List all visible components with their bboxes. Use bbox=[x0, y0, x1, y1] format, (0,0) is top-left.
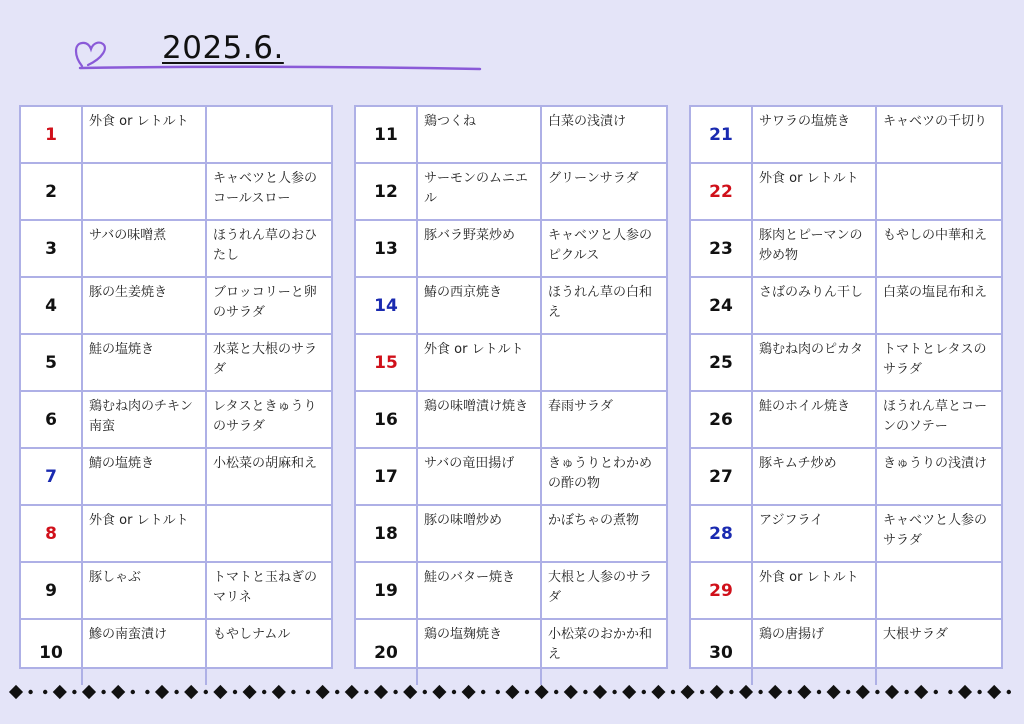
main-dish: サバの竜田揚げ bbox=[418, 449, 542, 504]
diamond-ornament bbox=[432, 685, 446, 699]
day-number: 21 bbox=[691, 107, 753, 162]
diamond-ornament bbox=[739, 685, 753, 699]
side-dish: 小松菜の胡麻和え bbox=[213, 456, 318, 471]
side-dish: きゅうりとわかめの酢の物 bbox=[548, 456, 653, 491]
diamond-ornament bbox=[651, 685, 665, 699]
side-dish bbox=[877, 164, 1001, 219]
calendar-row bbox=[691, 506, 1001, 563]
diamond-ornament bbox=[885, 685, 899, 699]
day-number: 16 bbox=[356, 392, 418, 447]
dot-ornament bbox=[948, 690, 952, 694]
diamond-ornament bbox=[82, 685, 96, 699]
main-dish: 鰺の南蛮漬け bbox=[83, 620, 207, 685]
main-dish: 豚の生姜焼き bbox=[83, 278, 207, 333]
calendar-row bbox=[356, 278, 666, 335]
dot-ornament bbox=[612, 690, 616, 694]
side-dish bbox=[207, 107, 331, 162]
main-dish: 鶏つくね bbox=[418, 107, 542, 162]
main-dish: 外食 or レトルト bbox=[753, 563, 877, 618]
dot-ornament bbox=[306, 690, 310, 694]
day-number: 18 bbox=[356, 506, 418, 561]
dot-ornament bbox=[452, 690, 456, 694]
calendar-row bbox=[21, 335, 331, 392]
side-dish bbox=[877, 563, 1001, 618]
dot-ornament bbox=[583, 690, 587, 694]
day-number: 22 bbox=[691, 164, 753, 219]
day-number: 10 bbox=[21, 620, 83, 685]
side-dish: グリーンサラダ bbox=[548, 171, 639, 186]
calendar-column-2 bbox=[354, 105, 668, 669]
page-title: 2025.6. bbox=[162, 30, 284, 66]
side-dish: 春雨サラダ bbox=[548, 399, 613, 414]
diamond-ornament bbox=[827, 685, 841, 699]
dot-ornament bbox=[131, 690, 135, 694]
main-dish: 外食 or レトルト bbox=[418, 335, 542, 390]
side-dish: キャベツの千切り bbox=[883, 114, 988, 129]
calendar-row bbox=[356, 506, 666, 563]
calendar-row bbox=[21, 164, 331, 221]
diamond-ornament bbox=[53, 685, 67, 699]
calendar-column-1 bbox=[19, 105, 333, 669]
main-dish: 鰆の西京焼き bbox=[418, 278, 542, 333]
main-dish: 豚の味噌炒め bbox=[418, 506, 542, 561]
dot-ornament bbox=[1007, 690, 1011, 694]
diamond-ornament bbox=[403, 685, 417, 699]
main-dish: 鶏の塩麹焼き bbox=[418, 620, 542, 685]
day-number: 15 bbox=[356, 335, 418, 390]
dot-ornament bbox=[496, 690, 500, 694]
diamond-ornament bbox=[111, 685, 125, 699]
diamond-ornament bbox=[184, 685, 198, 699]
side-dish: キャベツと人参のコールスロー bbox=[213, 171, 318, 206]
side-dish: 小松菜のおかか和え bbox=[548, 627, 653, 662]
dot-ornament bbox=[101, 690, 105, 694]
side-dish: 白菜の塩昆布和え bbox=[883, 285, 988, 300]
dot-ornament bbox=[481, 690, 485, 694]
diamond-ornament bbox=[345, 685, 359, 699]
main-dish: サバの味噌煮 bbox=[83, 221, 207, 276]
day-number: 9 bbox=[21, 563, 83, 618]
diamond-ornament bbox=[505, 685, 519, 699]
dot-ornament bbox=[700, 690, 704, 694]
calendar-row bbox=[356, 392, 666, 449]
dot-ornament bbox=[846, 690, 850, 694]
day-number: 27 bbox=[691, 449, 753, 504]
diamond-ornament bbox=[213, 685, 227, 699]
main-dish: 鯖の塩焼き bbox=[83, 449, 207, 504]
calendar-row bbox=[691, 335, 1001, 392]
day-number: 2 bbox=[21, 164, 83, 219]
calendar-row bbox=[21, 620, 331, 685]
main-dish: 外食 or レトルト bbox=[83, 107, 207, 162]
day-number: 24 bbox=[691, 278, 753, 333]
day-number: 1 bbox=[21, 107, 83, 162]
calendar-row bbox=[691, 392, 1001, 449]
dot-ornament bbox=[28, 690, 32, 694]
diamond-ornament bbox=[797, 685, 811, 699]
dot-ornament bbox=[671, 690, 675, 694]
day-number: 5 bbox=[21, 335, 83, 390]
main-dish: 豚キムチ炒め bbox=[753, 449, 877, 504]
calendar-row bbox=[691, 107, 1001, 164]
dot-ornament bbox=[977, 690, 981, 694]
side-dish: かぼちゃの煮物 bbox=[548, 513, 640, 528]
calendar-row bbox=[21, 278, 331, 335]
day-number: 4 bbox=[21, 278, 83, 333]
diamond-ornament bbox=[316, 685, 330, 699]
main-dish: 鶏の唐揚げ bbox=[753, 620, 877, 685]
calendar-row bbox=[356, 449, 666, 506]
calendar-row bbox=[21, 392, 331, 449]
diamond-ornament bbox=[535, 685, 549, 699]
calendar-row bbox=[21, 449, 331, 506]
main-dish: 鮭のホイル焼き bbox=[753, 392, 877, 447]
main-dish: 鮭のバター焼き bbox=[418, 563, 542, 618]
dot-ornament bbox=[145, 690, 149, 694]
main-dish: 鶏むね肉のチキン南蛮 bbox=[83, 392, 207, 447]
diamond-ornament bbox=[593, 685, 607, 699]
diamond-ornament bbox=[914, 685, 928, 699]
main-dish: 外食 or レトルト bbox=[83, 506, 207, 561]
dot-ornament bbox=[729, 690, 733, 694]
dot-ornament bbox=[393, 690, 397, 694]
day-number: 20 bbox=[356, 620, 418, 685]
main-dish: 豚しゃぶ bbox=[83, 563, 207, 618]
dot-ornament bbox=[875, 690, 879, 694]
calendar-column-3 bbox=[689, 105, 1003, 669]
side-dish: ほうれん草とコーンのソテー bbox=[883, 399, 988, 434]
main-dish: 外食 or レトルト bbox=[753, 164, 877, 219]
main-dish: サワラの塩焼き bbox=[753, 107, 877, 162]
side-dish: 水菜と大根のサラダ bbox=[213, 342, 318, 377]
side-dish: ほうれん草の白和え bbox=[548, 285, 653, 320]
calendar-row bbox=[356, 620, 666, 685]
dot-ornament bbox=[43, 690, 47, 694]
dot-ornament bbox=[642, 690, 646, 694]
side-dish: トマトと玉ねぎのマリネ bbox=[213, 570, 318, 605]
dot-ornament bbox=[817, 690, 821, 694]
dot-ornament bbox=[758, 690, 762, 694]
dot-ornament bbox=[233, 690, 237, 694]
calendar-row bbox=[691, 563, 1001, 620]
dot-ornament bbox=[204, 690, 208, 694]
diamond-ornament bbox=[564, 685, 578, 699]
dot-ornament bbox=[291, 690, 295, 694]
diamond-ornament bbox=[374, 685, 388, 699]
diamond-ornament bbox=[987, 685, 1001, 699]
day-number: 26 bbox=[691, 392, 753, 447]
side-dish: キャベツと人参のサラダ bbox=[883, 513, 988, 548]
calendar-row bbox=[21, 107, 331, 164]
main-dish: 豚バラ野菜炒め bbox=[418, 221, 542, 276]
diamond-ornament bbox=[155, 685, 169, 699]
day-number: 17 bbox=[356, 449, 418, 504]
diamond-ornament bbox=[856, 685, 870, 699]
calendar-row bbox=[691, 620, 1001, 685]
main-dish: さばのみりん干し bbox=[753, 278, 877, 333]
diamond-ornament bbox=[243, 685, 257, 699]
side-dish: キャベツと人参のピクルス bbox=[548, 228, 653, 263]
decorative-border bbox=[0, 682, 1024, 702]
day-number: 8 bbox=[21, 506, 83, 561]
main-dish: 豚肉とピーマンの炒め物 bbox=[753, 221, 877, 276]
dot-ornament bbox=[904, 690, 908, 694]
main-dish: サーモンのムニエル bbox=[418, 164, 542, 219]
calendar-row bbox=[21, 221, 331, 278]
side-dish: 白菜の浅漬け bbox=[548, 114, 627, 129]
calendar-row bbox=[691, 278, 1001, 335]
dot-ornament bbox=[934, 690, 938, 694]
calendar-row bbox=[21, 563, 331, 620]
calendar-row bbox=[691, 449, 1001, 506]
calendar-row bbox=[356, 164, 666, 221]
calendar-row bbox=[691, 164, 1001, 221]
diamond-ornament bbox=[622, 685, 636, 699]
dot-ornament bbox=[335, 690, 339, 694]
day-number: 3 bbox=[21, 221, 83, 276]
day-number: 14 bbox=[356, 278, 418, 333]
dot-ornament bbox=[788, 690, 792, 694]
day-number: 6 bbox=[21, 392, 83, 447]
side-dish: レタスときゅうりのサラダ bbox=[213, 399, 317, 434]
diamond-ornament bbox=[768, 685, 782, 699]
diamond-ornament bbox=[9, 685, 23, 699]
calendar-row bbox=[356, 221, 666, 278]
side-dish: ブロッコリーと卵のサラダ bbox=[213, 285, 317, 320]
diamond-ornament bbox=[462, 685, 476, 699]
side-dish: もやしナムル bbox=[213, 627, 291, 642]
side-dish: 大根サラダ bbox=[883, 627, 948, 642]
calendar-row bbox=[356, 335, 666, 392]
dot-ornament bbox=[364, 690, 368, 694]
diamond-ornament bbox=[710, 685, 724, 699]
main-dish: 鮭の塩焼き bbox=[83, 335, 207, 390]
dot-ornament bbox=[72, 690, 76, 694]
dot-ornament bbox=[423, 690, 427, 694]
main-dish: 鶏の味噌漬け焼き bbox=[418, 392, 542, 447]
calendar-row bbox=[21, 506, 331, 563]
day-number: 7 bbox=[21, 449, 83, 504]
day-number: 13 bbox=[356, 221, 418, 276]
day-number: 11 bbox=[356, 107, 418, 162]
diamond-ornament bbox=[958, 685, 972, 699]
day-number: 23 bbox=[691, 221, 753, 276]
side-dish: もやしの中華和え bbox=[883, 228, 988, 243]
side-dish bbox=[207, 506, 331, 561]
day-number: 19 bbox=[356, 563, 418, 618]
day-number: 28 bbox=[691, 506, 753, 561]
side-dish: ほうれん草のおひたし bbox=[213, 228, 318, 263]
day-number: 29 bbox=[691, 563, 753, 618]
dot-ornament bbox=[554, 690, 558, 694]
side-dish: 大根と人参のサラダ bbox=[548, 570, 653, 605]
side-dish: トマトとレタスのサラダ bbox=[883, 342, 987, 377]
side-dish: きゅうりの浅漬け bbox=[883, 456, 988, 471]
day-number: 25 bbox=[691, 335, 753, 390]
calendar-row bbox=[356, 563, 666, 620]
day-number: 30 bbox=[691, 620, 753, 685]
main-dish: 鶏むね肉のピカタ bbox=[753, 335, 877, 390]
side-dish bbox=[542, 335, 666, 390]
dot-ornament bbox=[262, 690, 266, 694]
main-dish: アジフライ bbox=[753, 506, 877, 561]
diamond-ornament bbox=[681, 685, 695, 699]
calendar-row bbox=[691, 221, 1001, 278]
dot-ornament bbox=[174, 690, 178, 694]
day-number: 12 bbox=[356, 164, 418, 219]
dot-ornament bbox=[525, 690, 529, 694]
main-dish bbox=[83, 164, 207, 219]
calendar-row bbox=[356, 107, 666, 164]
diamond-ornament bbox=[272, 685, 286, 699]
